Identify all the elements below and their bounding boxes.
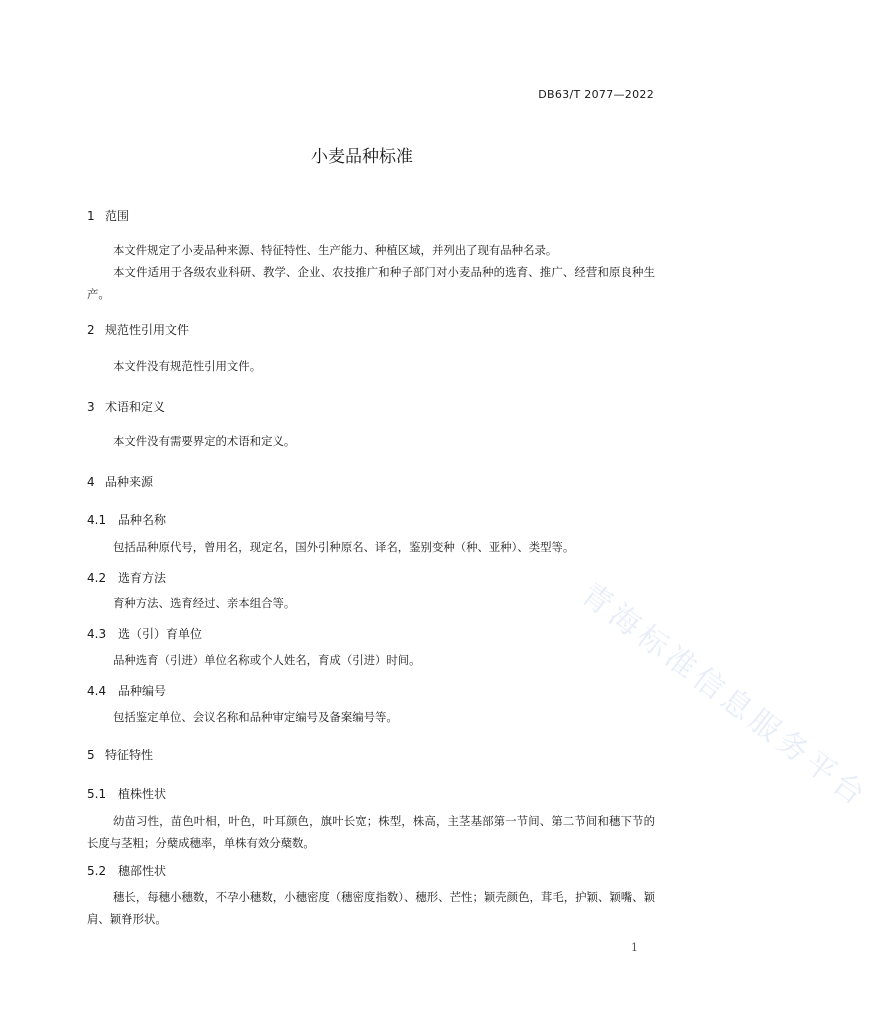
standard-code: DB63/T 2077—2022 — [538, 88, 654, 101]
section-number: 3 — [87, 400, 95, 414]
section-5-1-body — [87, 810, 655, 854]
section-title: 穗部性状 — [118, 864, 167, 878]
subsection-heading-4-3 — [87, 625, 202, 642]
section-title: 规范性引用文件 — [105, 323, 190, 337]
watermark: 青海标准信息服务平台 — [574, 576, 875, 815]
section-title: 品种编号 — [118, 684, 167, 698]
section-5-2-body — [87, 886, 655, 930]
section-4-2-body — [87, 592, 655, 614]
paragraph: 幼苗习性，苗色叶相，叶色，叶耳颜色，旗叶长宽；株型，株高，主茎基部第一节间、第二节间和穗下节的长度与茎粗；分蘖成穗率，单株有效分蘖数。 — [87, 814, 655, 850]
section-title: 术语和定义 — [105, 400, 166, 414]
paragraph: 穗长，每穗小穗数，不孕小穗数，小穗密度（穗密度指数）、穗形、芒性；颖壳颜色，茸毛，护颖、颖嘴、颖肩、颖脊形状。 — [87, 890, 655, 926]
section-title: 范围 — [105, 209, 130, 223]
paragraph: 品种选育（引进）单位名称或个人姓名，育成（引进）时间。 — [113, 653, 421, 667]
section-number: 4 — [87, 475, 95, 489]
subsection-heading-4-4 — [87, 682, 166, 699]
section-heading-5 — [87, 746, 153, 763]
section-heading-4 — [87, 473, 153, 490]
subsection-heading-4-1 — [87, 511, 166, 528]
section-4-3-body — [87, 649, 655, 671]
paragraph: 包括鉴定单位、会议名称和品种审定编号及备案编号等。 — [113, 710, 398, 724]
section-title: 品种名称 — [118, 513, 167, 527]
section-heading-1 — [87, 207, 129, 224]
section-heading-3 — [87, 398, 165, 415]
section-number: 4.2 — [87, 571, 107, 585]
subsection-heading-5-1 — [87, 785, 166, 802]
document-title: 小麦品种标准 — [311, 147, 413, 167]
section-number: 5 — [87, 748, 95, 762]
section-number: 4.3 — [87, 627, 107, 641]
subsection-heading-5-2 — [87, 862, 166, 879]
section-2-body — [87, 355, 655, 377]
section-4-1-body — [87, 536, 655, 558]
section-title: 选（引）育单位 — [118, 627, 203, 641]
section-number: 5.1 — [87, 787, 107, 801]
section-title: 品种来源 — [105, 475, 154, 489]
paragraph: 本文件没有规范性引用文件。 — [113, 359, 262, 373]
paragraph: 本文件没有需要界定的术语和定义。 — [113, 434, 296, 448]
section-3-body — [87, 430, 655, 452]
section-number: 4.4 — [87, 684, 107, 698]
section-1-body — [87, 239, 655, 305]
section-title: 植株性状 — [118, 787, 167, 801]
section-number: 2 — [87, 323, 95, 337]
paragraph: 包括品种原代号，曾用名，现定名，国外引种原名、译名，鉴别变种（种、亚种）、类型等。 — [113, 540, 575, 554]
section-title: 特征特性 — [105, 748, 154, 762]
subsection-heading-4-2 — [87, 569, 166, 586]
page-number: 1 — [631, 941, 638, 954]
section-number: 4.1 — [87, 513, 107, 527]
paragraph: 本文件适用于各级农业科研、教学、企业、农技推广和种子部门对小麦品种的选育、推广、经营和原良种生产。 — [87, 265, 655, 301]
section-4-4-body — [87, 706, 655, 728]
section-number: 1 — [87, 209, 95, 223]
section-number: 5.2 — [87, 864, 107, 878]
paragraph: 育种方法、选育经过、亲本组合等。 — [113, 596, 296, 610]
paragraph: 本文件规定了小麦品种来源、特征特性、生产能力、种植区域，并列出了现有品种名录。 — [113, 243, 558, 257]
section-title: 选育方法 — [118, 571, 167, 585]
section-heading-2 — [87, 321, 189, 338]
